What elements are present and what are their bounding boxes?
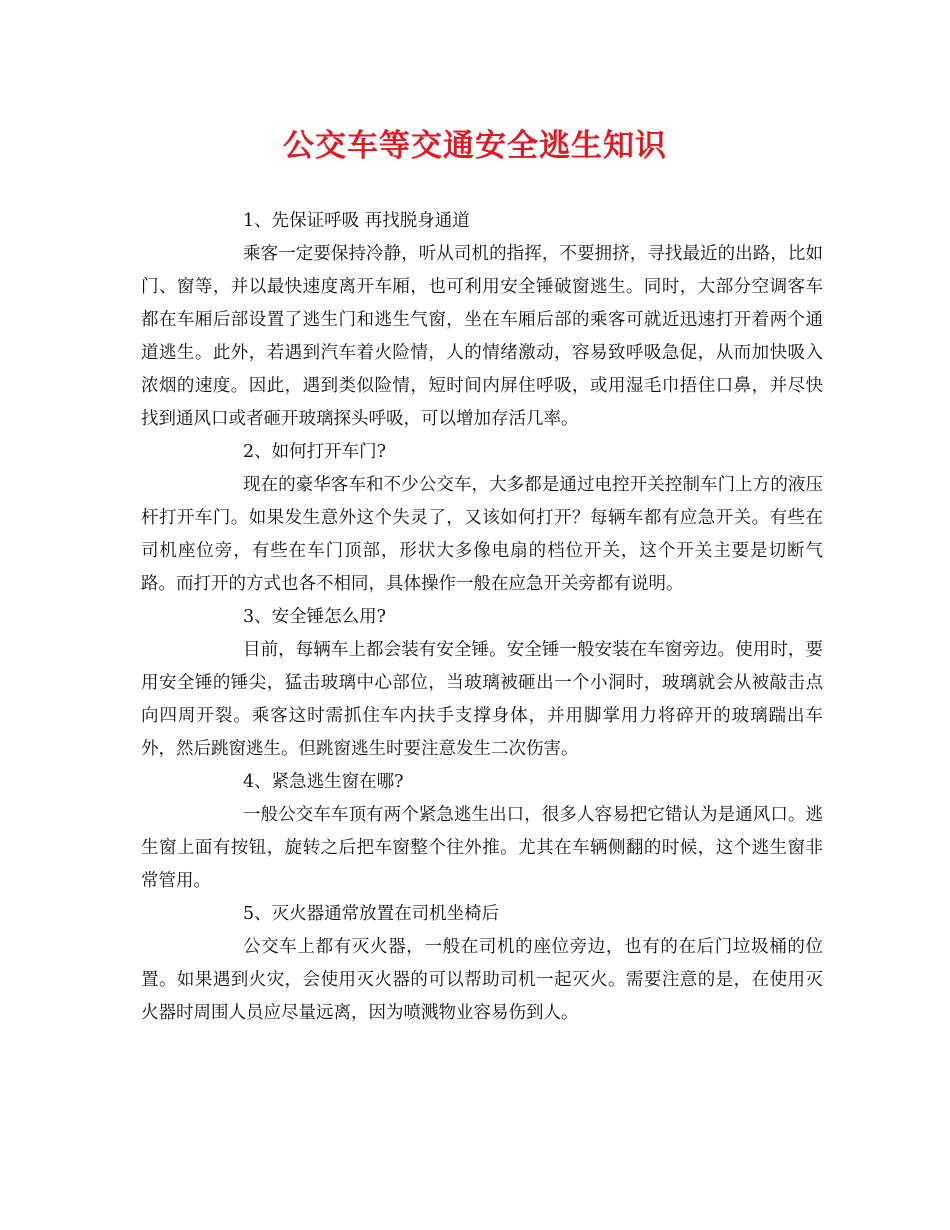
section-paragraph: 现在的豪华客车和不少公交车，大多都是通过电控开关控制车门上方的液压杆打开车门。如果发生意外这个失灵了，又该如何打开？每辆车都有应急开关。有些在司机座位旁，有些在车门顶部，形状大多像电扇的档位开关，这个开关主要是切断气路。而打开的方式也各不相同，具体操作一般在应急开关旁都有说明。 — [141, 475, 823, 594]
section-heading: 2、如何打开车门? — [243, 442, 387, 462]
section-heading: 4、紧急逃生窗在哪? — [243, 772, 404, 792]
section-paragraph: 乘客一定要保持冷静，听从司机的指挥，不要拥挤，寻找最近的出路，比如门、窗等，并以最快速度离开车厢，也可利用安全锤破窗逃生。同时，大部分空调客车都在车厢后部设置了逃生门和逃生气窗，坐在车厢后部的乘客可就近迅速打开着两个通道逃生。此外，若遇到汽车着火险情，人的情绪激动，容易致呼吸急促，从而加快吸入浓烟的速度。因此，遇到类似险情，短时间内屏住呼吸，或用湿毛巾捂住口鼻，并尽快找到通风口或者砸开玻璃探头呼吸，可以增加存活几率。 — [141, 244, 823, 429]
section-paragraph: 公交车上都有灭火器，一般在司机的座位旁边，也有的在后门垃圾桶的位置。如果遇到火灾，会使用灭火器的可以帮助司机一起灭火。需要注意的是，在使用灭火器时周围人员应尽量远离，因为喷溅物业容易伤到人。 — [141, 937, 823, 1023]
section-5 — [141, 898, 823, 1030]
section-3 — [141, 601, 823, 766]
section-heading: 1、先保证呼吸 再找脱身通道 — [243, 211, 470, 231]
section-1 — [141, 205, 823, 436]
section-4 — [141, 766, 823, 898]
section-paragraph: 目前，每辆车上都会装有安全锤。安全锤一般安装在车窗旁边。使用时，要用安全锤的锤尖，猛击玻璃中心部位，当玻璃被砸出一个小洞时，玻璃就会从被敲击点向四周开裂。乘客这时需抓住车内扶手支撑身体，并用脚掌用力将碎开的玻璃踹出车外，然后跳窗逃生。但跳窗逃生时要注意发生二次伤害。 — [141, 640, 823, 759]
section-heading: 5、灭火器通常放置在司机坐椅后 — [243, 904, 500, 924]
section-heading: 3、安全锤怎么用? — [243, 607, 387, 627]
section-2 — [141, 436, 823, 601]
document-title: 公交车等交通安全逃生知识 — [283, 128, 667, 164]
document-body — [141, 205, 823, 1030]
section-paragraph: 一般公交车车顶有两个紧急逃生出口，很多人容易把它错认为是通风口。逃生窗上面有按钮，旋转之后把车窗整个往外推。尤其在车辆侧翻的时候，这个逃生窗非常管用。 — [141, 805, 823, 891]
